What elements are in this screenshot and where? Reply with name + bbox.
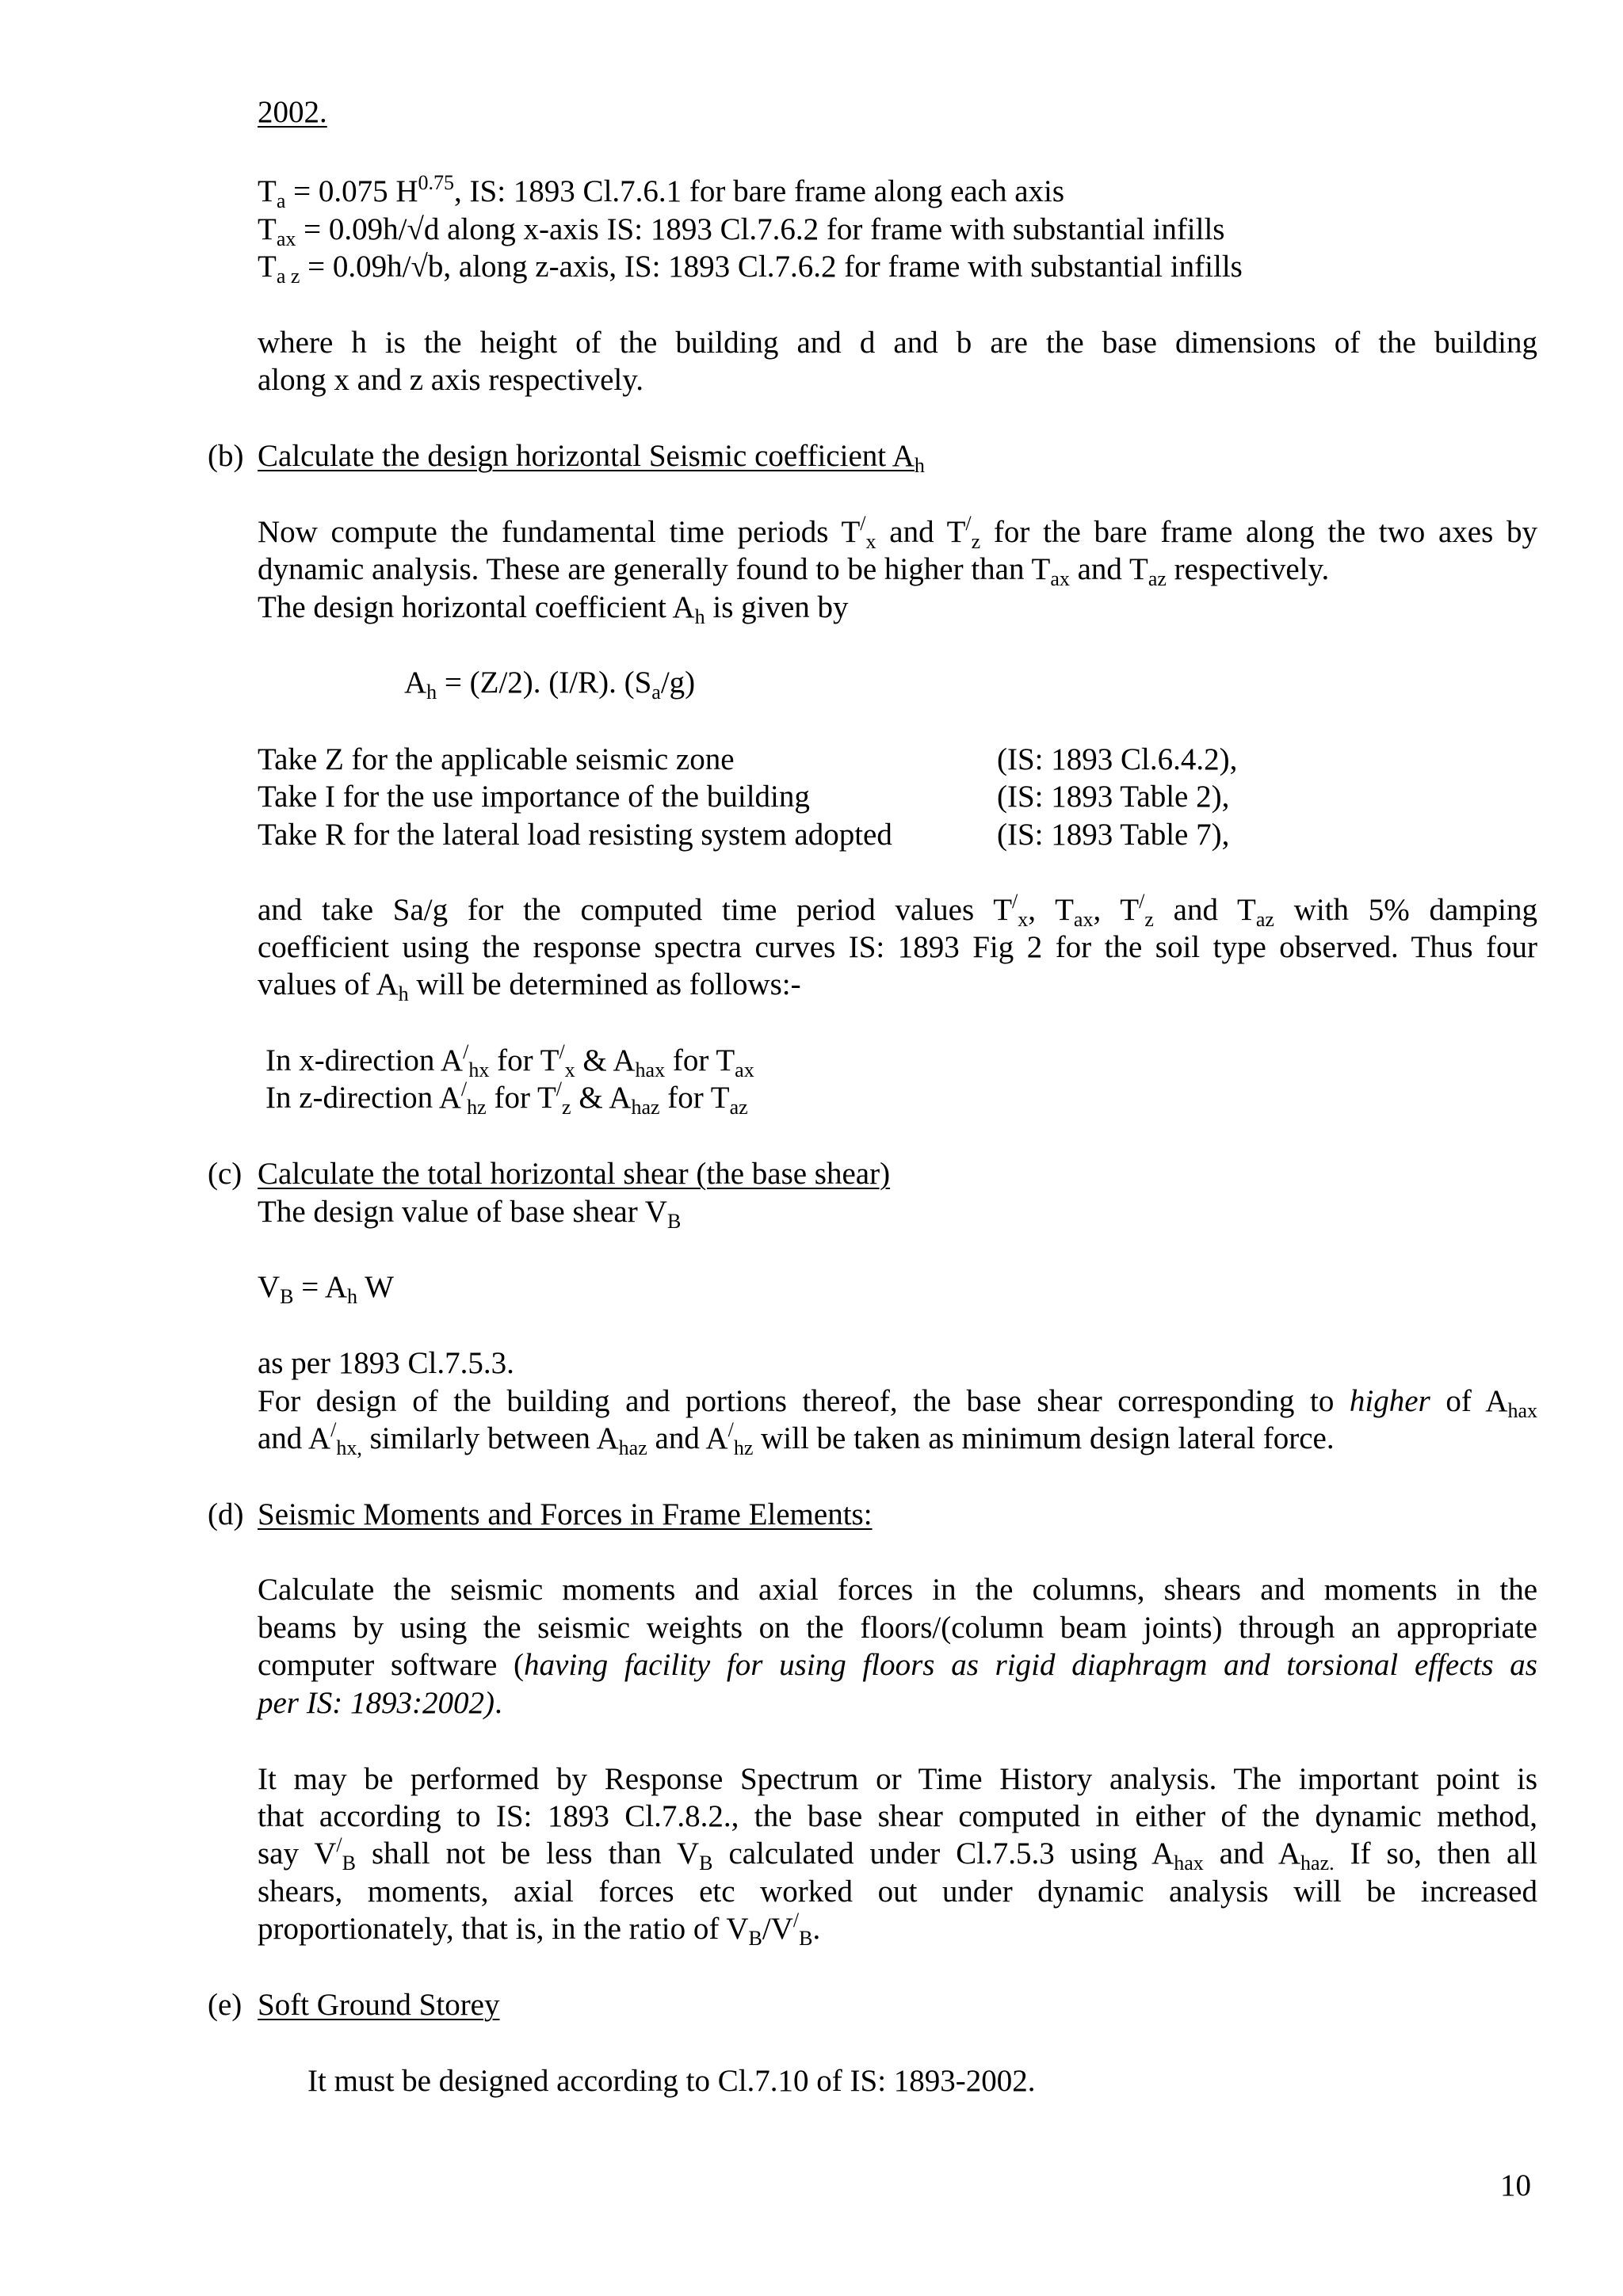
section-c-heading: Calculate the total horizontal shear (the base shear) (258, 1157, 891, 1191)
page-number: 10 (1500, 2168, 1531, 2203)
table-row-r-right: (IS: 1893 Table 7), (997, 818, 1230, 852)
formula-taz: $T_{a z} = 0.09h/√b$, along z-axis, IS: 1893 Cl.7.6.2 for frame with substantial infills (258, 250, 1243, 288)
section-b-label: (b) (208, 439, 244, 473)
d-p1-line-2: beams by using the seismic weights on the floors/(column beam joints) through an appropriate (258, 1611, 1537, 1645)
b-paragraph-line-2: dynamic analysis. These are generally found to be higher than $T_{ax}$ and $T_{az}$ respectively. (258, 552, 1330, 590)
ah-formula: $A_h = (Z/2)$. (I/R). $(S_a/g)$ (404, 666, 696, 704)
d-p1-line-3: computer software (having facility for using floors as rigid diaphragm and torsional effects as (258, 1648, 1537, 1682)
d-p1-line-4: per IS: 1893:2002). (258, 1686, 502, 1720)
c-line-4: and $A^/_{hx,}$ similarly between $A_{haz}$ and $A^/_{hz}$ will be taken as minimum design lateral force. (258, 1418, 1335, 1459)
d-p2-line-5: proportionately, that is, in the ratio of $V_B/V^/_B$. (258, 1909, 821, 1950)
table-row-i-left: Take I for the use importance of the building (258, 780, 810, 814)
where-line-2: along x and z axis respectively. (258, 363, 643, 397)
year-line: 2002. (258, 95, 327, 129)
z-direction-line: In z-direction $A^/_{hz}$ for $T^/_z$ & $A_{haz}$ for $T_{az}$ (265, 1077, 748, 1119)
table-row-i-right: (IS: 1893 Table 2), (997, 780, 1230, 814)
section-e-label: (e) (208, 1988, 242, 2022)
sa-line-2: coefficient using the response spectra curves IS: 1893 Fig 2 for the soil type observed. Thus four (258, 930, 1537, 964)
d-p2-line-4: shears, moments, axial forces etc worked out under dynamic analysis will be increased (258, 1875, 1537, 1909)
sa-line-3: values of $A_h$ will be determined as follows:- (258, 967, 801, 1005)
c-line-3: For design of the building and portions thereof, the base shear corresponding to higher of $A_{hax}$ (258, 1384, 1537, 1422)
formula-ta: $T_a = 0.075$ $H^{0.75}$, IS: 1893 Cl.7.6.1 for bare frame along each axis (258, 171, 1065, 212)
d-p2-line-2: that according to IS: 1893 Cl.7.8.2., the base shear computed in either of the dynamic method, (258, 1799, 1537, 1833)
e-text: It must be designed according to Cl.7.10 of IS: 1893-2002. (307, 2064, 1036, 2098)
section-b-heading: Calculate the design horizontal Seismic coefficient $A_h$ (258, 439, 925, 477)
c-line-1: The design value of base shear $V_B$ (258, 1195, 682, 1233)
table-row-r-left: Take R for the lateral load resisting system adopted (258, 818, 892, 852)
b-paragraph-line-3: The design horizontal coefficient $A_h$ is given by (258, 590, 849, 628)
section-d-heading: Seismic Moments and Forces in Frame Elements: (258, 1497, 873, 1531)
table-row-z-right: (IS: 1893 Cl.6.4.2), (997, 742, 1238, 776)
x-direction-line: In x-direction $A^/_{hx}$ for $T^/_x$ & $A_{hax}$ for $T_{ax}$ (265, 1040, 754, 1081)
where-line-1: where h is the height of the building and d and b are the base dimensions of the building (258, 326, 1537, 360)
b-paragraph-line-1: Now compute the fundamental time periods $T^/_x$ and $T^/_z$ for the bare frame along the two axes by (258, 512, 1537, 553)
section-e-heading: Soft Ground Storey (258, 1988, 500, 2022)
formula-tax: $T_{ax} = 0.09h/√d$ along x-axis IS: 1893 Cl.7.6.2 for frame with substantial infills (258, 212, 1225, 250)
d-p1-line-1: Calculate the seismic moments and axial forces in the columns, shears and moments in the (258, 1573, 1537, 1607)
section-c-label: (c) (208, 1157, 242, 1191)
sa-line-1: and take Sa/g for the computed time period values $T^/_x$, $T_{ax}$, $T^/_z$ and $T_{az}$ with 5% damping (258, 890, 1538, 931)
c-line-2: as per 1893 Cl.7.5.3. (258, 1346, 514, 1380)
d-p2-line-3: say $V^/_B$ shall not be less than $V_B$ calculated under Cl.7.5.3 using $A_{hax}$ and $A_{haz.}$ If so, then all (258, 1833, 1537, 1875)
d-p2-line-1: It may be performed by Response Spectrum or Time History analysis. The important point is (258, 1762, 1537, 1796)
section-d-label: (d) (208, 1497, 244, 1531)
table-row-z-left: Take Z for the applicable seismic zone (258, 742, 735, 776)
vb-formula: $V_B = A_h$ W (258, 1270, 394, 1308)
